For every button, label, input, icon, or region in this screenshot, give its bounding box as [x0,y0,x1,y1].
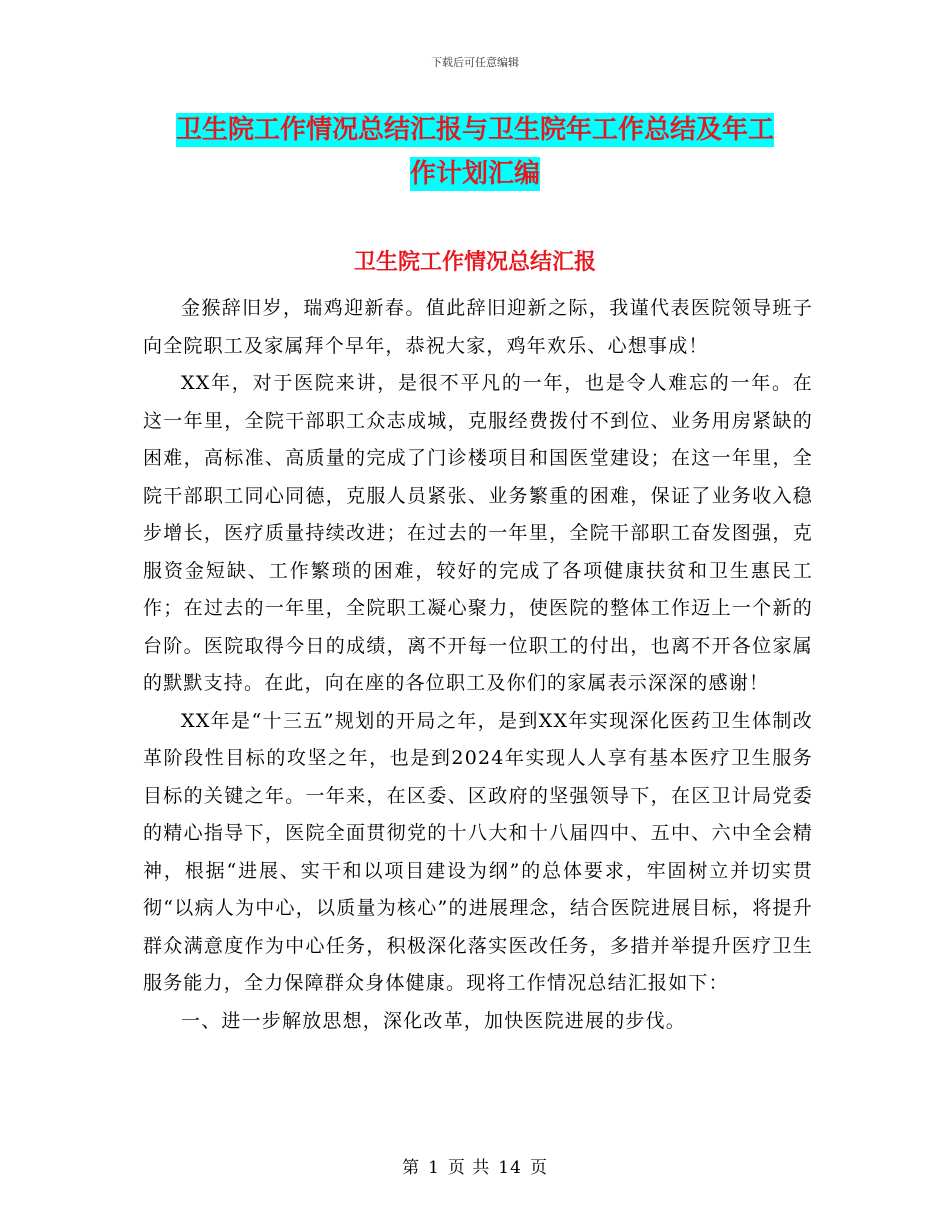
paragraph-heading-one: 一、进一步解放思想，深化改革，加快医院进展的步伐。 [181,1009,687,1032]
document-title-line-2: 作计划汇编 [409,159,540,189]
document-title-line-1: 卫生院工作情况总结汇报与卫生院年工作总结及年工 [175,115,774,145]
document-title [150,108,800,196]
page-footer [0,1153,950,1178]
footer-suffix: 页 [529,1158,548,1178]
document-body [143,290,813,1040]
header-note: 下载后可任意编辑 [431,56,519,69]
paragraph-overview: XX年是“十三五”规划的开局之年，是到XX年实现深化医药卫生体制改革阶段性目标的攻坚之年，也是到2024年实现人人享有基本医疗卫生服务目标的关键之年。一年来，在区委、区政府的坚强领导下，在区卫计局党委的精心指导下，医院全面贯彻党的十八大和十八届四中、五中、六中全会精神，根据“进展、实干和以项目建设为纲”的总体要求，牢固树立并切实贯彻“以病人为中心，以质量为核心”的进展理念，结合医院进展目标，将提升群众满意度作为中心任务，积极深化落实医改任务，多措并举提升医疗卫生服务能力，全力保障群众身体健康。现将工作情况总结汇报如下： [143,709,813,994]
section-title: 卫生院工作情况总结汇报 [353,250,596,275]
footer-middle: 页 共 [447,1158,491,1178]
paragraph-review: XX年，对于医院来讲，是很不平凡的一年，也是令人难忘的一年。在这一年里，全院干部职工众志成城，克服经费拨付不到位、业务用房紧缺的困难，高标准、高质量的完成了门诊楼项目和国医堂建设；在这一年里，全院干部职工同心同德，克服人员紧张、业务繁重的困难，保证了业务收入稳步增长，医疗质量持续改进；在过去的一年里，全院干部职工奋发图强，克服资金短缺、工作繁琐的困难，较好的完成了各项健康扶贫和卫生惠民工作；在过去的一年里，全院职工凝心聚力，使医院的整体工作迈上一个新的台阶。医院取得今日的成绩，离不开每一位职工的付出，也离不开各位家属的默默支持。在此，向在座的各位职工及你们的家属表示深深的感谢！ [143,372,813,694]
footer-page-number: 1 [428,1158,440,1178]
paragraph-greeting: 金猴辞旧岁，瑞鸡迎新春。值此辞旧迎新之际，我谨代表医院领导班子向全院职工及家属拜个早年，恭祝大家，鸡年欢乐、心想事成！ [143,297,813,357]
footer-prefix: 第 [402,1158,421,1178]
footer-total-pages: 14 [498,1158,522,1178]
